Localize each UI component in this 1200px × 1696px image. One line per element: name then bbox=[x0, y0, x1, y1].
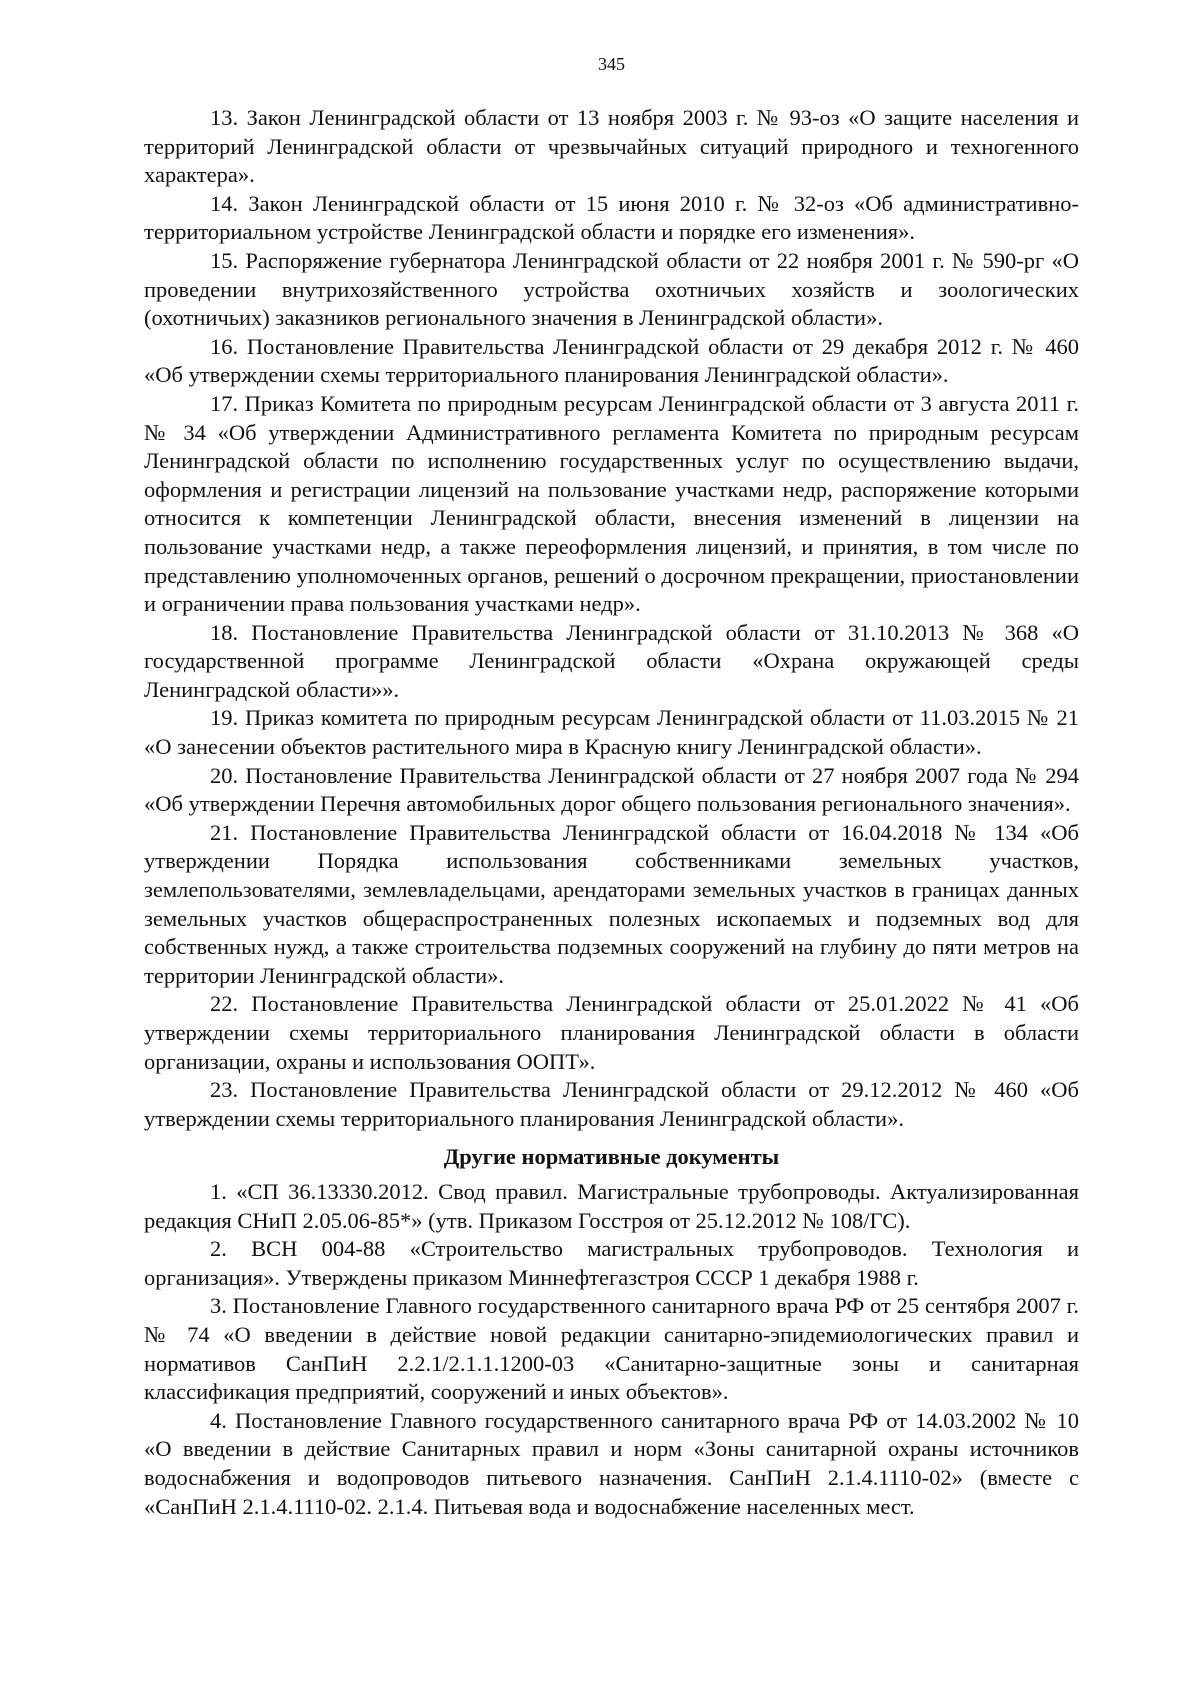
law-item-17: 17. Приказ Комитета по природным ресурсам Ленинградской области от 3 августа 2011 г. № 34 «Об утверждении Административного регламента Комитета по природным ресурсам Ленинградской области по исполнению государственных услуг по осуществлению выдачи, оформления и регистрации лицензий на пользование участками недр, распоряжение которыми относится к компетенции Ленинградской области, внесения изменений в лицензии на пользование участками недр, а также переоформления лицензий, и принятия, в том числе по представлению уполномоченных органов, решений о досрочном прекращении, приостановлении и ограничении права пользования участками недр». bbox=[144, 390, 1079, 617]
other-doc-item-3: 3. Постановление Главного государственного санитарного врача РФ от 25 сентября 2007 г. № 74 «О введении в действие новой редакции санитарно-эпидемиологических правил и нормативов СанПиН 2.2.1/2.1.1.1200-03 «Санитарно-защитные зоны и санитарная классификация предприятий, сооружений и иных объектов». bbox=[144, 1293, 1079, 1405]
other-doc-item-1: 1. «СП 36.13330.2012. Свод правил. Магистральные трубопроводы. Актуализированная редакция СНиП 2.05.06-85*» (утв. Приказом Госстроя от 25.12.2012 № 108/ГС). bbox=[144, 1178, 1079, 1233]
law-item-15: 15. Распоряжение губернатора Ленинградской области от 22 ноября 2001 г. № 590-рг «О проведении внутрихозяйственного устройства охотничьих хозяйств и зоологических (охотничьих) заказников регионального значения в Ленинградской области». bbox=[144, 247, 1079, 331]
section-heading: Другие нормативные документы bbox=[443, 1144, 780, 1170]
law-item-14: 14. Закон Ленинградской области от 15 июня 2010 г. № 32-оз «Об административно-территориальном устройстве Ленинградской области и порядке его изменения». bbox=[144, 190, 1079, 245]
law-item-13: 13. Закон Ленинградской области от 13 ноября 2003 г. № 93-оз «О защите населения и территорий Ленинградской области от чрезвычайных ситуаций природного и техногенного характера». bbox=[144, 105, 1079, 188]
law-item-20: 20. Постановление Правительства Ленинградской области от 27 ноября 2007 года № 294 «Об утверждении Перечня автомобильных дорог общего пользования регионального значения». bbox=[144, 762, 1079, 817]
law-item-21: 21. Постановление Правительства Ленинградской области от 16.04.2018 № 134 «Об утверждении Порядка использования собственниками земельных участков, землепользователями, землевладельцами, арендаторами земельных участков в границах данных земельных участков общераспространенных полезных ископаемых и подземных вод для собственных нужд, а также строительства подземных сооружений на глубину до пяти метров на территории Ленинградской области». bbox=[144, 819, 1079, 988]
law-item-16: 16. Постановление Правительства Ленинградской области от 29 декабря 2012 г. № 460 «Об утверждении схемы территориального планирования Ленинградской области». bbox=[144, 333, 1079, 388]
document-page bbox=[144, 52, 1079, 1521]
law-item-23: 23. Постановление Правительства Ленинградской области от 29.12.2012 № 460 «Об утверждении схемы территориального планирования Ленинградской области». bbox=[144, 1077, 1079, 1131]
law-item-19: 19. Приказ комитета по природным ресурсам Ленинградской области от 11.03.2015 № 21 «О занесении объектов растительного мира в Красную книгу Ленинградской области». bbox=[144, 705, 1079, 760]
other-doc-item-4: 4. Постановление Главного государственного санитарного врача РФ от 14.03.2002 № 10 «О введении в действие Санитарных правил и норм «Зоны санитарной охраны источников водоснабжения и водопроводов питьевого назначения. СанПиН 2.1.4.1110-02» (вместе с «СанПиН 2.1.4.1110-02. 2.1.4. Питьевая вода и водоснабжение населенных мест. bbox=[144, 1407, 1079, 1519]
law-item-22: 22. Постановление Правительства Ленинградской области от 25.01.2022 № 41 «Об утверждении схемы территориального планирования Ленинградской области в области организации, охраны и использования ООПТ». bbox=[144, 991, 1079, 1074]
law-item-18: 18. Постановление Правительства Ленинградской области от 31.10.2013 № 368 «О государственной программе Ленинградской области «Охрана окружающей среды Ленинградской области»». bbox=[144, 619, 1079, 702]
page-number: 345 bbox=[598, 54, 625, 74]
other-doc-item-2: 2. ВСН 004-88 «Строительство магистральных трубопроводов. Технология и организация». Утверждены приказом Миннефтегазстроя СССР 1 декабря 1988 г. bbox=[144, 1236, 1079, 1290]
